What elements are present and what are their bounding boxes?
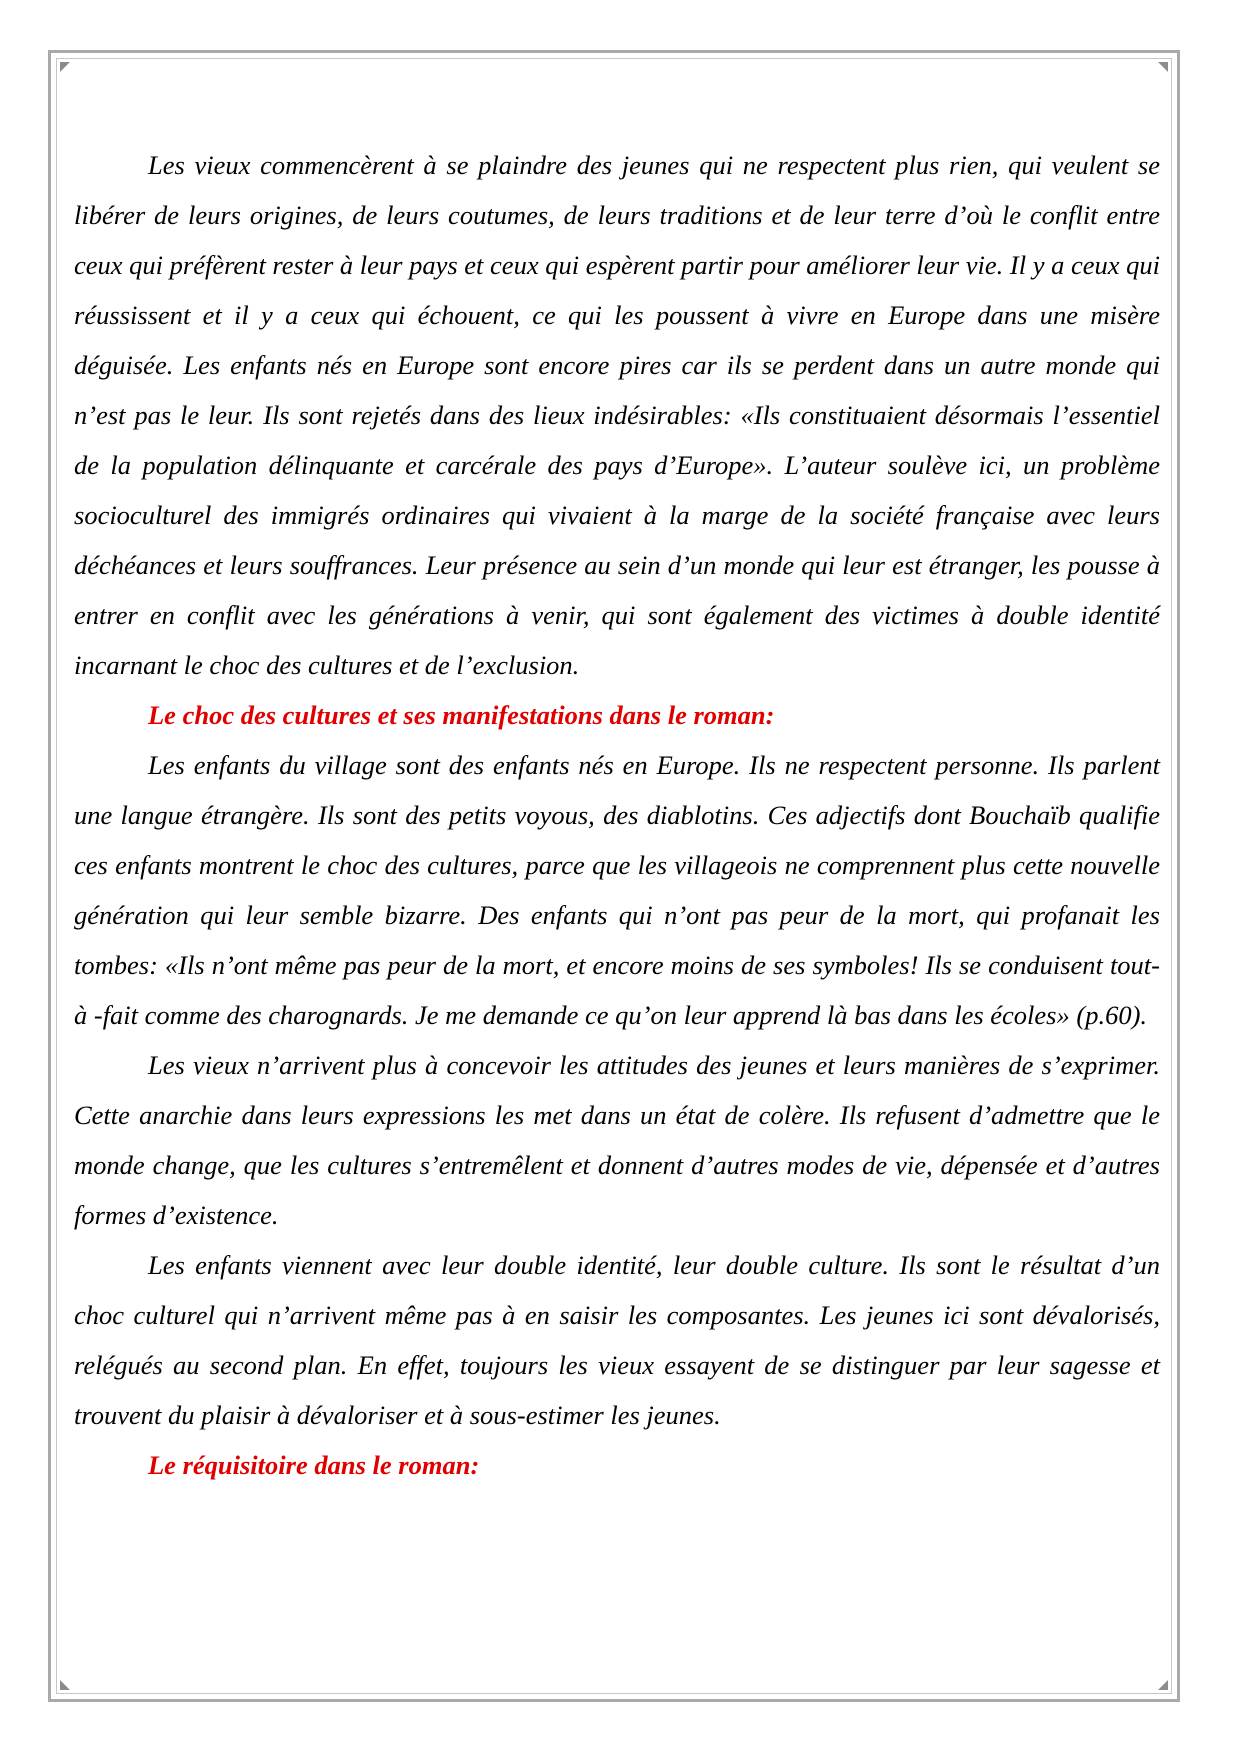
paragraph-immigration-conflict: Les vieux commencèrent à se plaindre des jeunes qui ne respectent plus rien, qui veulent se libérer de leurs origines, de leurs coutumes, de leurs traditions et de leur terre d’où le conflit entre ceux qui préfèrent rester à leur pays et ceux qui espèrent partir pour améliorer leur vie. Il y a ceux qui réussissent et il y a ceux qui échouent, ce qui les poussent à vivre en Europe dans une misère déguisée. Les enfants nés en Europe sont encore pires car ils se perdent dans un autre monde qui n’est pas le leur. Ils sont rejetés dans des lieux indésirables: «Ils constituaient désormais l’essentiel de la population délinquante et carcérale des pays d’Europe». L’auteur soulève ici, un problème socioculturel des immigrés ordinaires qui vivaient à la marge de la société française avec leurs déchéances et leurs souffrances. Leur présence au sein d’un monde qui leur est étranger, les pousse à entrer en conflit avec les générations à venir, qui sont également des victimes à double identité incarnant le choc des cultures et de l’exclusion.: [74, 150, 1160, 680]
section-heading-culture-clash: Le choc des cultures et ses manifestations dans le roman:: [148, 700, 775, 730]
paragraph-village-children: Les enfants du village sont des enfants nés en Europe. Ils ne respectent personne. Ils parlent une langue étrangère. Ils sont des petits voyous, des diablotins. Ces adjectifs dont Bouchaïb qualifie ces enfants montrent le choc des cultures, parce que les villageois ne comprennent plus cette nouvelle génération qui leur semble bizarre. Des enfants qui n’ont pas peur de la mort, qui profanait les tombes: «Ils n’ont même pas peur de la mort, et encore moins de ses symboles! Ils se conduisent tout- à -fait comme des charognards. Je me demande ce qu’on leur apprend là bas dans les écoles» (p.60).: [74, 750, 1160, 1030]
section-heading-indictment: Le réquisitoire dans le roman:: [148, 1450, 480, 1480]
corner-ornament-bottom-left: [60, 1680, 70, 1690]
corner-ornament-top-right: [1158, 62, 1168, 72]
corner-ornament-top-left: [60, 62, 70, 72]
corner-ornament-bottom-right: [1158, 1680, 1168, 1690]
paragraph-double-identity: Les enfants viennent avec leur double identité, leur double culture. Ils sont le résultat d’un choc culturel qui n’arrivent même pas à en saisir les composantes. Les jeunes ici sont dévalorisés, relégués au second plan. En effet, toujours les vieux essayent de se distinguer par leur sagesse et trouvent du plaisir à dévaloriser et à sous-estimer les jeunes.: [74, 1250, 1160, 1430]
document-body: [74, 140, 1160, 1490]
paragraph-elders-attitudes: Les vieux n’arrivent plus à concevoir les attitudes des jeunes et leurs manières de s’exprimer. Cette anarchie dans leurs expressions les met dans un état de colère. Ils refusent d’admettre que le monde change, que les cultures s’entremêlent et donnent d’autres modes de vie, dépensée et d’autres formes d’existence.: [74, 1050, 1160, 1230]
